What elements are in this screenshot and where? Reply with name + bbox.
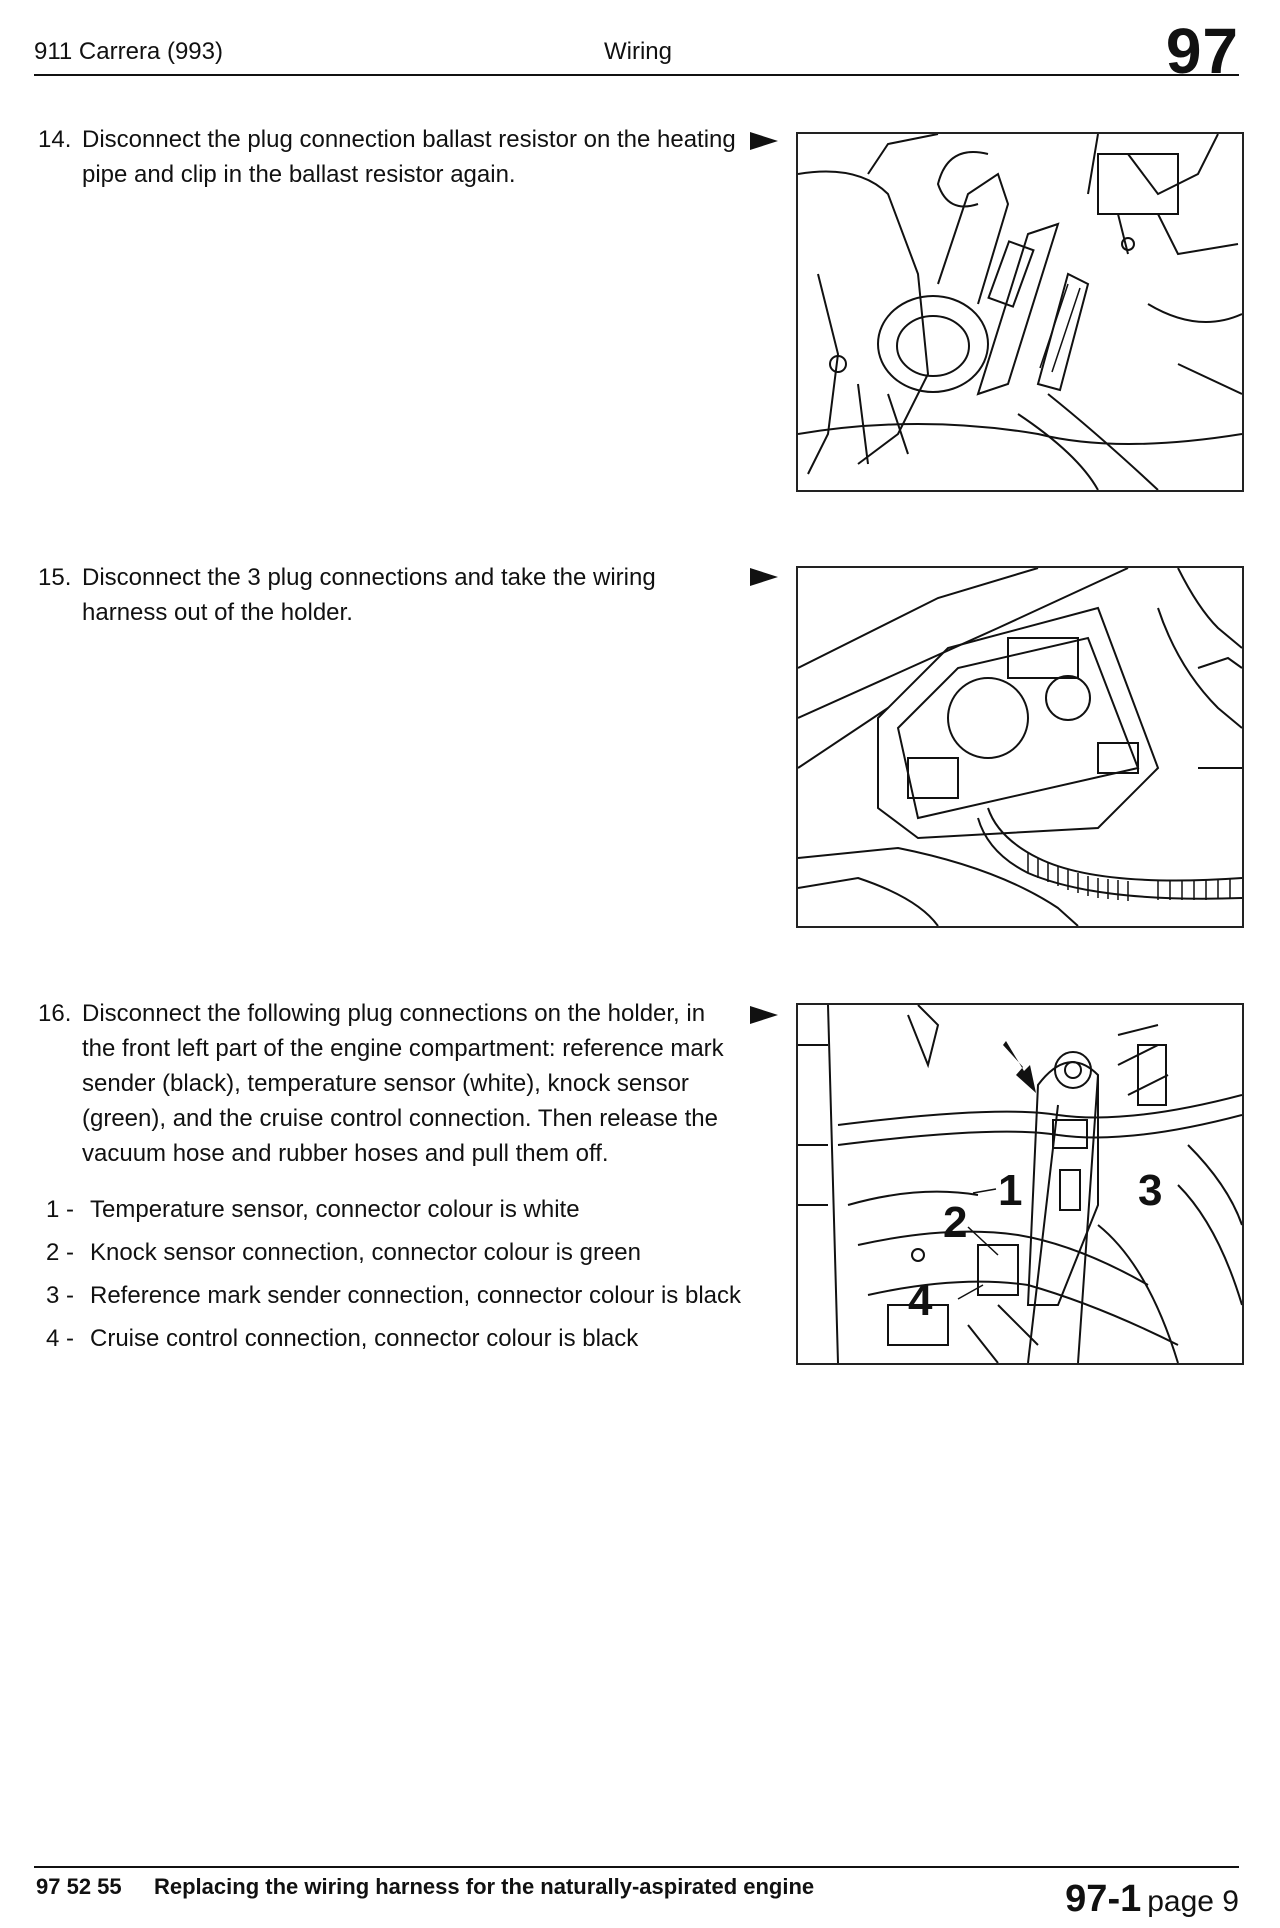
legend-list <box>46 1188 746 1360</box>
legend-item <box>46 1188 746 1231</box>
step-number: 14. <box>38 126 72 153</box>
step-16 <box>38 996 738 1171</box>
legend-number: 4 - <box>46 1325 75 1352</box>
pointer-arrow-icon <box>750 1006 778 1024</box>
legend-number: 3 - <box>46 1282 75 1309</box>
step-text: Disconnect the plug connection ballast resistor on the heating pipe and clip in the ballast resistor again. <box>82 126 736 188</box>
footer-chapter: 97-1 <box>1065 1878 1142 1920</box>
step-14 <box>38 122 738 192</box>
page-footer <box>34 1866 1239 1928</box>
legend-text: Temperature sensor, connector colour is white <box>90 1196 580 1223</box>
legend-number: 1 - <box>46 1196 75 1223</box>
page-header <box>34 15 1239 87</box>
callout-3: 3 <box>1138 1166 1163 1215</box>
illustration-plug-connections <box>798 1005 1242 1363</box>
figure-wiring-harness-holder <box>796 566 1244 928</box>
illustration-wiring-harness-holder <box>798 568 1242 926</box>
legend-item <box>46 1317 746 1360</box>
header-group-number: 97 <box>1165 15 1239 87</box>
step-number: 16. <box>38 1000 72 1027</box>
legend-item <box>46 1231 746 1274</box>
step-number: 15. <box>38 564 72 591</box>
step-text: Disconnect the 3 plug connections and take the wiring harness out of the holder. <box>82 564 656 626</box>
step-15 <box>38 560 738 630</box>
legend-number: 2 - <box>46 1239 75 1266</box>
footer-title: Replacing the wiring harness for the naturally-aspirated engine <box>154 1874 815 1899</box>
legend-item <box>46 1274 746 1317</box>
header-model: 911 Carrera (993) <box>34 38 223 65</box>
step-text: Disconnect the following plug connections on the holder, in the front left part of the engine compartment: reference mark sender (black), temperature sensor (white), knock sensor (green), and the cruise control connection. Then release the vacuum hose and rubber hoses and pull them off. <box>82 1000 724 1167</box>
pointer-arrow-icon <box>750 132 778 150</box>
legend-text: Knock sensor connection, connector colour is green <box>90 1239 641 1266</box>
footer-code: 97 52 55 <box>36 1874 122 1899</box>
figure-ballast-resistor <box>796 132 1244 492</box>
callout-4: 4 <box>908 1276 933 1325</box>
callout-2: 2 <box>943 1198 968 1247</box>
pointer-arrow-icon <box>750 568 778 586</box>
callout-1: 1 <box>998 1166 1023 1215</box>
header-section: Wiring <box>604 38 673 65</box>
figure-plug-connections-holder <box>796 1003 1244 1365</box>
footer-page-reference <box>1065 1878 1239 1921</box>
illustration-ballast-resistor <box>798 134 1242 490</box>
legend-text: Reference mark sender connection, connector colour is black <box>90 1282 741 1309</box>
legend-text: Cruise control connection, connector colour is black <box>90 1325 639 1352</box>
footer-page: page 9 <box>1147 1885 1239 1918</box>
